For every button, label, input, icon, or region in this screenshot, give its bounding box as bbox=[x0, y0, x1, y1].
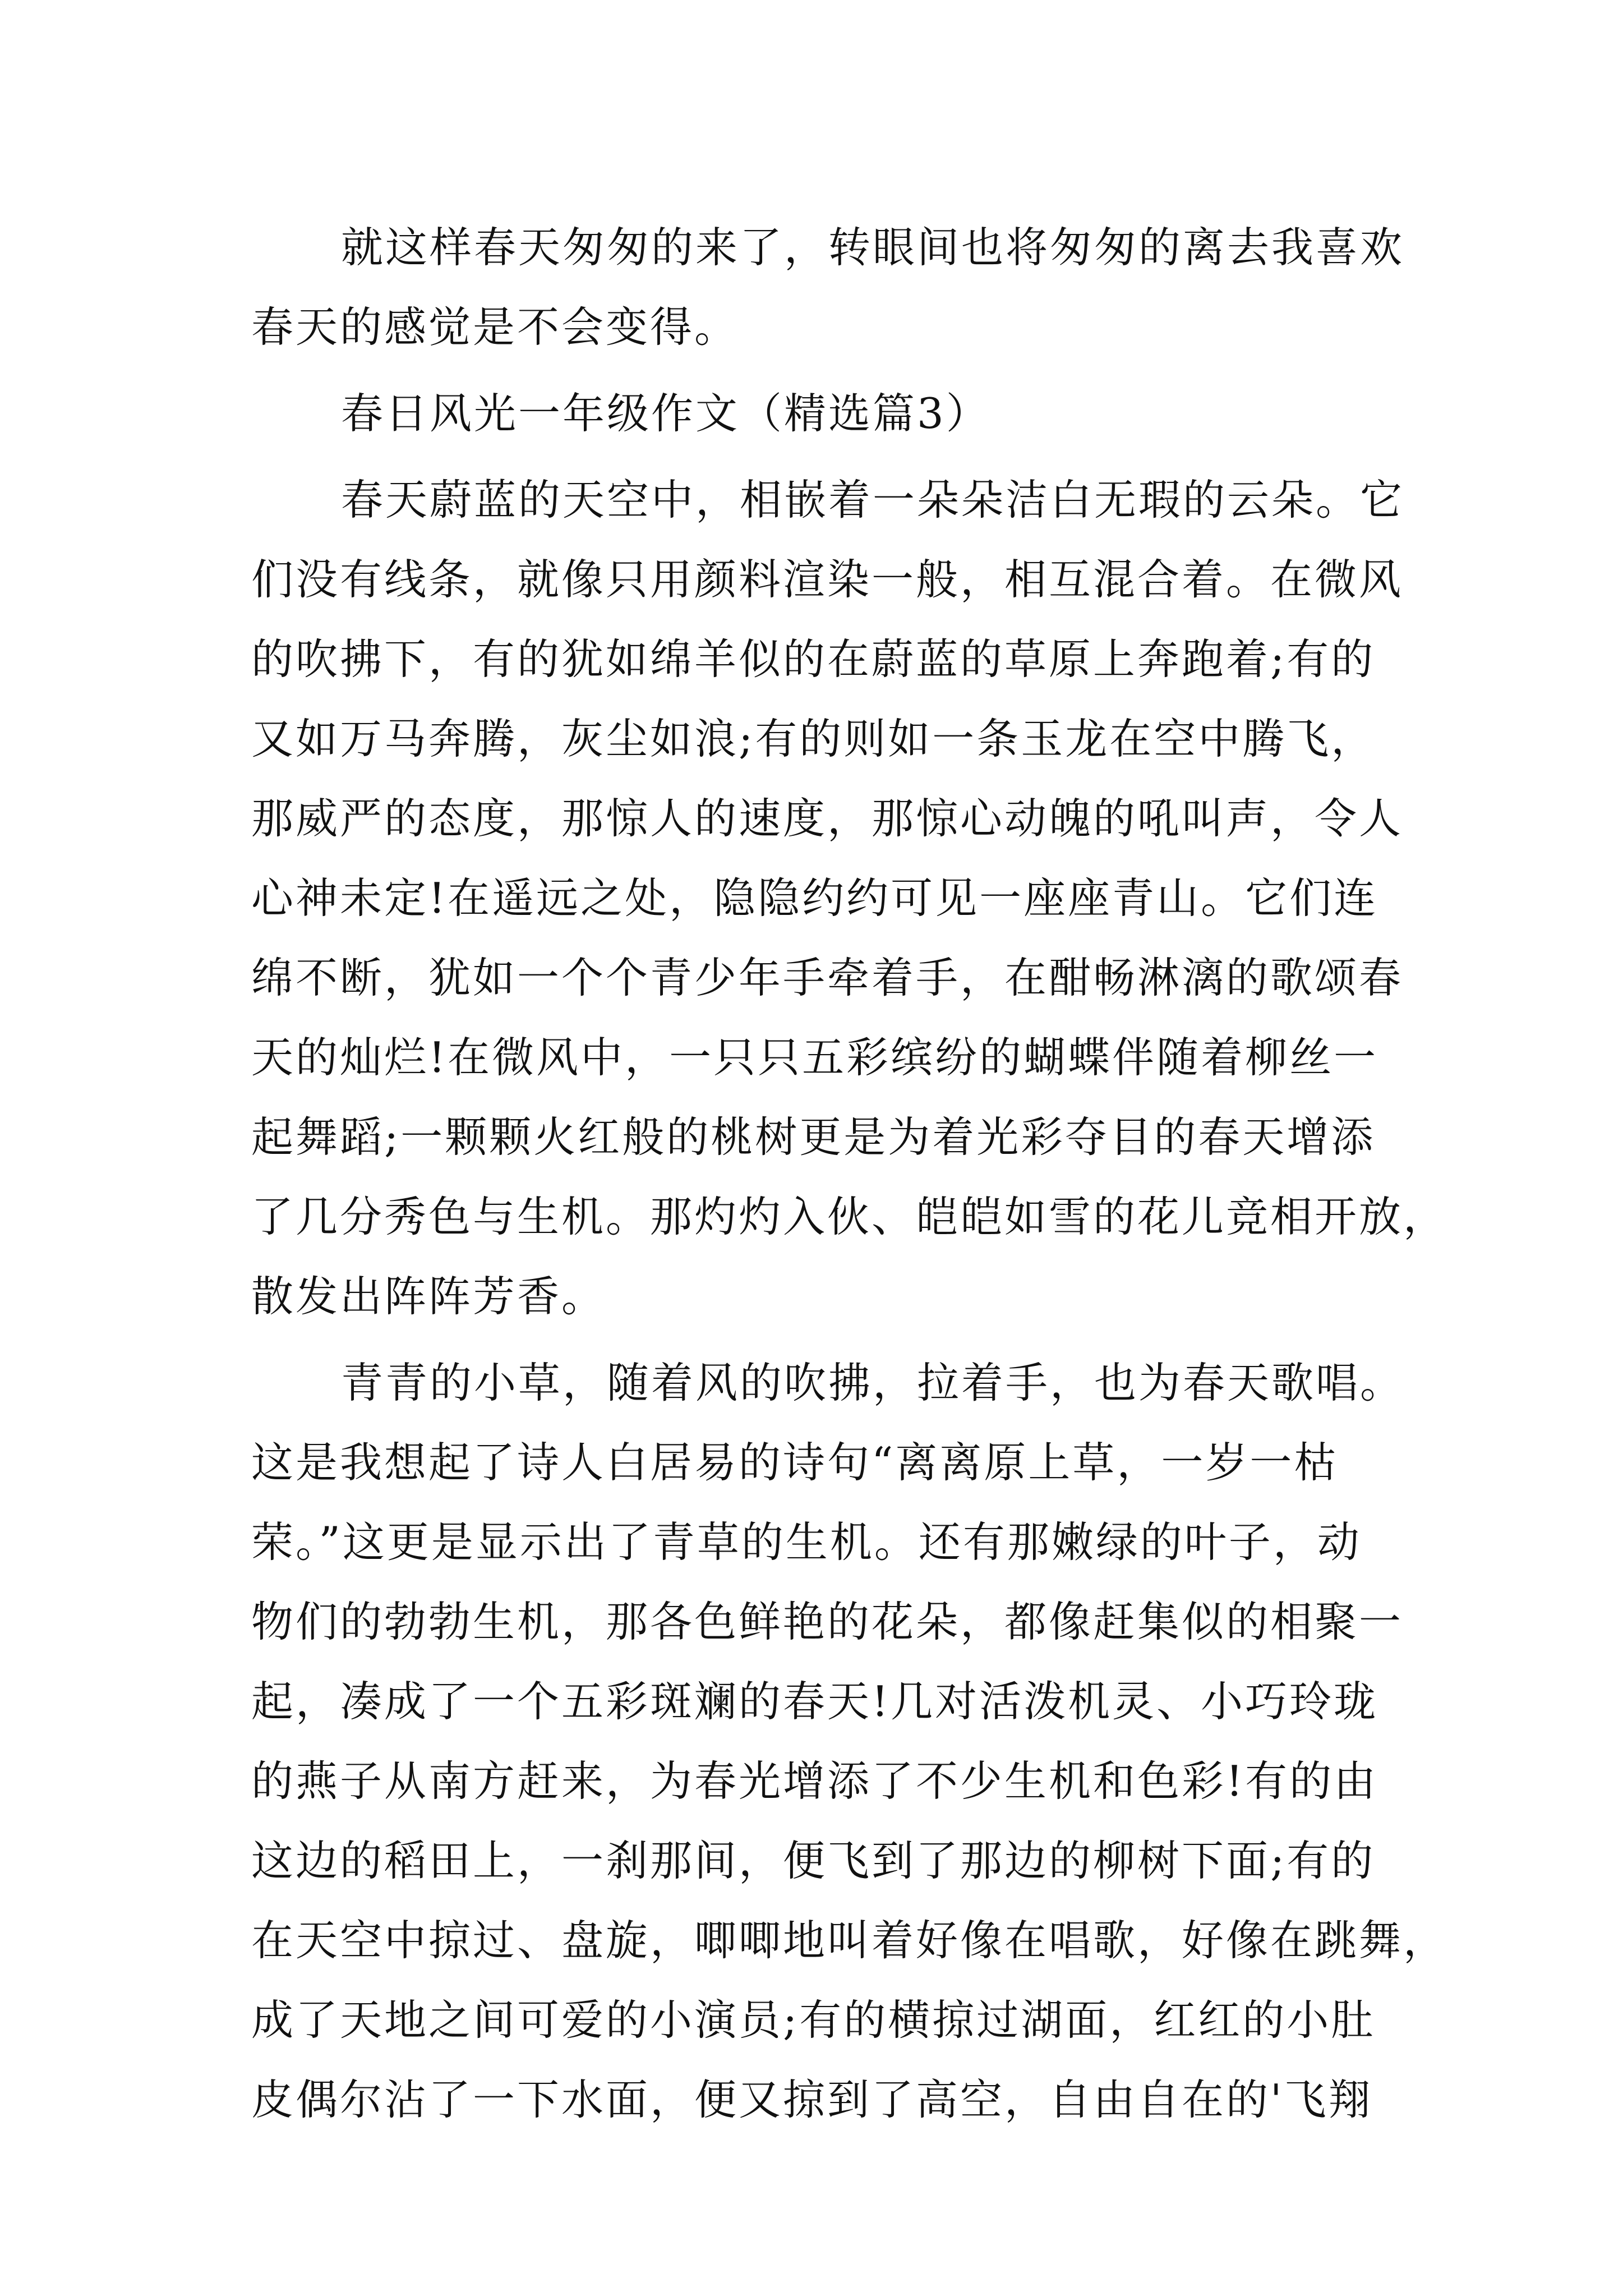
document-body bbox=[251, 208, 1448, 2139]
paragraph-line: 春天的感觉是不会变得。 bbox=[251, 302, 739, 352]
paragraph-line: 荣。”这更是显示出了青草的生机。还有那嫩绿的叶子，动 bbox=[251, 1517, 1362, 1567]
paragraph-line: 们没有线条，就像只用颜料渲染一般，相互混合着。在微风 bbox=[251, 555, 1404, 604]
paragraph-line: 春天蔚蓝的天空中，相嵌着一朵朵洁白无瑕的云朵。它 bbox=[341, 475, 1405, 524]
paragraph-line: 又如万马奔腾，灰尘如浪;有的则如一条玉龙在空中腾飞， bbox=[251, 714, 1376, 763]
paragraph-line: 就这样春天匆匆的来了，转眼间也将匆匆的离去我喜欢 bbox=[341, 223, 1405, 272]
paragraph-line: 那威严的态度，那惊人的速度，那惊心动魄的吼叫声，令人 bbox=[251, 794, 1404, 843]
paragraph-line: 的吹拂下，有的犹如绵羊似的在蔚蓝的草原上奔跑着;有的 bbox=[251, 634, 1376, 684]
paragraph-line: 皮偶尔沾了一下水面，便又掠到了高空，自由自在的'飞翔 bbox=[251, 2075, 1373, 2124]
paragraph-line: 青青的小草，随着风的吹拂，拉着手，也为春天歌唱。 bbox=[341, 1358, 1405, 1407]
paragraph-line: 物们的勃勃生机，那各色鲜艳的花朵，都像赶集似的相聚一 bbox=[251, 1597, 1404, 1646]
paragraph-line: 在天空中掠过、盘旋，唧唧地叫着好像在唱歌，好像在跳舞， bbox=[251, 1916, 1448, 1965]
section-heading: 春日风光一年级作文（精选篇3） bbox=[341, 389, 990, 438]
paragraph-line: 的燕子从南方赶来，为春光增添了不少生机和色彩!有的由 bbox=[251, 1756, 1378, 1806]
paragraph-line: 起舞蹈;一颗颗火红般的桃树更是为着光彩夺目的春天增添 bbox=[251, 1112, 1376, 1162]
paragraph-line: 天的灿烂!在微风中，一只只五彩缤纷的蝴蝶伴随着柳丝一 bbox=[251, 1033, 1378, 1082]
paragraph-line: 了几分秀色与生机。那灼灼入伙、皑皑如雪的花儿竞相开放， bbox=[251, 1192, 1448, 1241]
paragraph-line: 散发出阵阵芳香。 bbox=[251, 1272, 606, 1321]
paragraph-line: 成了天地之间可爱的小演员;有的横掠过湖面，红红的小肚 bbox=[251, 1995, 1376, 2045]
paragraph-line: 这边的稻田上，一刹那间，便飞到了那边的柳树下面;有的 bbox=[251, 1836, 1376, 1885]
paragraph-line: 起，凑成了一个五彩斑斓的春天!几对活泼机灵、小巧玲珑 bbox=[251, 1677, 1378, 1726]
paragraph-line: 这是我想起了诗人白居易的诗句“离离原上草，一岁一枯 bbox=[251, 1438, 1339, 1487]
paragraph-line: 心神未定!在遥远之处，隐隐约约可见一座座青山。它们连 bbox=[251, 873, 1378, 923]
paragraph-line: 绵不断，犹如一个个青少年手牵着手，在酣畅淋漓的歌颂春 bbox=[251, 953, 1404, 1002]
